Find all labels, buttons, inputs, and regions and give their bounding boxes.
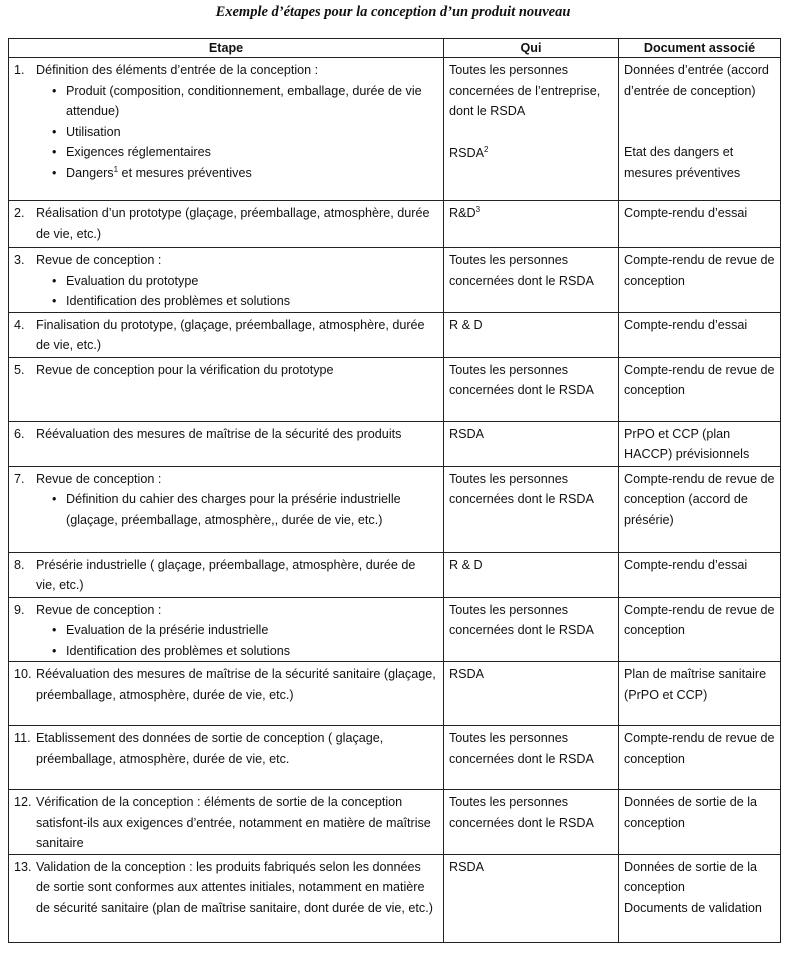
step-cell: 12. Vérification de la conception : éléments de sortie de la conception satisfont-ils aux exigences d’entrée, notamment en matière de maîtrise sanitaire xyxy=(9,790,444,855)
table-row xyxy=(9,854,781,942)
table-row xyxy=(9,597,781,662)
table-row xyxy=(9,248,781,313)
table-row xyxy=(9,552,781,597)
document-cell: Plan de maîtrise sanitaire (PrPO et CCP) xyxy=(619,662,781,726)
document-cell: PrPO et CCP (plan HACCP) prévisionnels xyxy=(619,421,781,466)
table-row xyxy=(9,312,781,357)
qui-cell: Toutes les personnes concernées dont le RSDA xyxy=(444,790,619,855)
document-cell: Compte-rendu de revue de conception (accord de présérie) xyxy=(619,466,781,552)
step-number: 1. xyxy=(14,63,25,77)
step-cell: 4. Finalisation du prototype, (glaçage, préemballage, atmosphère, durée de vie, etc.) xyxy=(9,312,444,357)
table-row xyxy=(9,58,781,201)
document-cell: Compte-rendu de revue de conception xyxy=(619,597,781,662)
list-item: • Evaluation de la présérie industrielle xyxy=(56,620,438,641)
step-cell: 7. Revue de conception : • Définition du cahier des charges pour la présérie industrielle (glaçage, préemballage, atmosphère,, durée de vie, etc.) xyxy=(9,466,444,552)
list-item: • Dangers$^1$ et mesures préventives xyxy=(56,163,438,184)
document-cell: Compte-rendu de revue de conception xyxy=(619,357,781,421)
step-text: Définition des éléments d’entrée de la conception : xyxy=(36,63,319,77)
footnote-ref: 1 xyxy=(113,164,119,174)
document-cell: Compte-rendu d’essai xyxy=(619,552,781,597)
step-cell: 9. Revue de conception : • Evaluation de la présérie industrielle • Identification des problèmes et solutions xyxy=(9,597,444,662)
qui-cell: RSDA xyxy=(444,421,619,466)
list-item: • Identification des problèmes et solutions xyxy=(56,641,438,662)
table-row xyxy=(9,357,781,421)
table-row xyxy=(9,466,781,552)
qui-cell: RSDA xyxy=(444,854,619,942)
document-cell: Compte-rendu d’essai xyxy=(619,201,781,248)
header-etape: Etape xyxy=(9,39,444,58)
document-cell: Données d’entrée (accord d’entrée de conception) Etat des dangers et mesures préventives xyxy=(619,58,781,201)
list-item: • Produit (composition, conditionnement, emballage, durée de vie attendue) xyxy=(56,81,438,122)
step-cell: 2. Réalisation d’un prototype (glaçage, préemballage, atmosphère, durée de vie, etc.) xyxy=(9,201,444,248)
table-row xyxy=(9,662,781,726)
qui-cell: Toutes les personnes concernées de l’entreprise, dont le RSDA RSDA$^2$ xyxy=(444,58,619,201)
footnote-ref: 3 xyxy=(475,204,481,214)
step-cell: 8. Présérie industrielle ( glaçage, préemballage, atmosphère, durée de vie, etc.) xyxy=(9,552,444,597)
step-cell: 5. Revue de conception pour la vérification du prototype xyxy=(9,357,444,421)
bullet-list xyxy=(36,81,438,184)
qui-cell: RSDA xyxy=(444,662,619,726)
table-row xyxy=(9,421,781,466)
step-cell xyxy=(9,58,444,201)
qui-cell: $R\&D^3$ xyxy=(444,201,619,248)
list-item: • Identification des problèmes et solutions xyxy=(56,291,438,312)
table-row xyxy=(9,726,781,790)
header-document: Document associé xyxy=(619,39,781,58)
document-cell: Données de sortie de la conception xyxy=(619,790,781,855)
list-item: • Définition du cahier des charges pour la présérie industrielle (glaçage, préemballage, atmosphère,, durée de vie, etc.) xyxy=(56,489,438,530)
document-cell: Données de sortie de la conception Documents de validation xyxy=(619,854,781,942)
list-item: • Evaluation du prototype xyxy=(56,271,438,292)
qui-cell: Toutes les personnes concernées dont le RSDA xyxy=(444,357,619,421)
qui-cell: Toutes les personnes concernées dont le RSDA xyxy=(444,466,619,552)
step-cell: 3. Revue de conception : • Evaluation du prototype • Identification des problèmes et solutions xyxy=(9,248,444,313)
step-cell: 10. Réévaluation des mesures de maîtrise de la sécurité sanitaire (glaçage, préemballage, atmosphère, durée de vie, etc.) xyxy=(9,662,444,726)
conception-steps-table xyxy=(8,38,781,943)
qui-cell: Toutes les personnes concernées dont le RSDA xyxy=(444,248,619,313)
step-cell: 11. Etablissement des données de sortie de conception ( glaçage, préemballage, atmosphère, durée de vie, etc. xyxy=(9,726,444,790)
table-row xyxy=(9,790,781,855)
qui-cell: R & D xyxy=(444,552,619,597)
step-cell: 13. Validation de la conception : les produits fabriqués selon les données de sortie sont conformes aux attentes initiales, notamment en matière de sécurité sanitaire (plan de maîtrise sanitaire, dont durée de vie, etc.) xyxy=(9,854,444,942)
table-header-row xyxy=(9,39,781,58)
document-cell: Compte-rendu de revue de conception xyxy=(619,726,781,790)
list-item: • Utilisation xyxy=(56,122,438,143)
step-cell: 6. Réévaluation des mesures de maîtrise de la sécurité des produits xyxy=(9,421,444,466)
list-item: • Exigences réglementaires xyxy=(56,142,438,163)
qui-cell: Toutes les personnes concernées dont le RSDA xyxy=(444,726,619,790)
page-title: Exemple d’étapes pour la conception d’un produit nouveau xyxy=(215,4,571,20)
qui-cell: Toutes les personnes concernées dont le RSDA xyxy=(444,597,619,662)
header-qui: Qui xyxy=(444,39,619,58)
qui-cell: R & D xyxy=(444,312,619,357)
document-cell: Compte-rendu de revue de conception xyxy=(619,248,781,313)
table-row xyxy=(9,201,781,248)
footnote-ref: 2 xyxy=(484,144,489,154)
document-cell: Compte-rendu d’essai xyxy=(619,312,781,357)
